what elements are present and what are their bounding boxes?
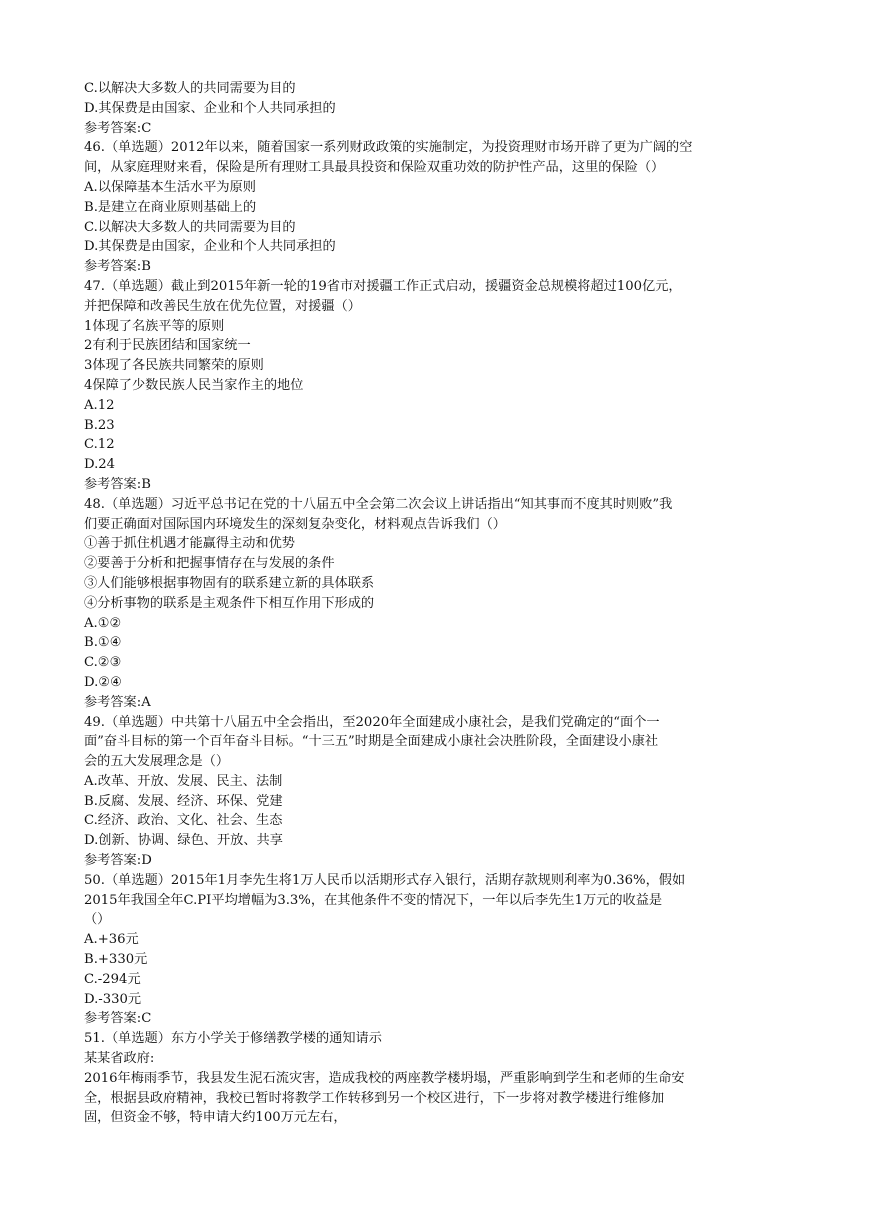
text-line: A.12: [84, 397, 115, 413]
text-line: C.-294元: [84, 971, 141, 987]
text-line: 参考答案:B: [84, 476, 151, 492]
text-line: 48.（单选题）习近平总书记在党的十八届五中全会第二次会议上讲话指出“知其事而不度其时则败”我: [84, 496, 673, 512]
text-line: 2016年梅雨季节，我县发生泥石流灾害，造成我校的两座教学楼坍塌，严重影响到学生和老师的生命安: [84, 1070, 685, 1086]
text-line: A.改革、开放、发展、民主、法制: [84, 773, 283, 789]
text-line: 参考答案:B: [84, 259, 151, 275]
text-line: 2015年我国全年C.PI平均增幅为3.3%，在其他条件不变的情况下，一年以后李先生1万元的收益是: [84, 892, 663, 908]
text-line: 面”奋斗目标的第一个百年奋斗目标。“十三五”时期是全面建成小康社会决胜阶段，全面建设小康社: [84, 734, 659, 750]
text-line: D.②④: [84, 674, 122, 690]
text-line: 47.（单选题）截止到2015年新一轮的19省市对援疆工作正式启动，援疆资金总规模将超过100亿元，: [84, 278, 682, 294]
text-line: ③人们能够根据事物固有的联系建立新的具体联系: [84, 575, 375, 591]
text-line: C.以解决大多数人的共同需要为目的: [84, 219, 296, 235]
text-line: 3体现了各民族共同繁荣的原则: [84, 358, 264, 374]
text-line: B.反腐、发展、经济、环保、党建: [84, 793, 283, 809]
text-line: 参考答案:D: [84, 853, 152, 869]
text-line: A.+36元: [84, 932, 139, 948]
text-line: A.以保障基本生活水平为原则: [84, 179, 256, 195]
text-line: 们要正确面对国际国内环境发生的深刻复杂变化，材料观点告诉我们（）: [84, 516, 506, 532]
text-line: ①善于抓住机遇才能赢得主动和优势: [84, 536, 295, 552]
text-line: 46.（单选题）2012年以来，随着国家一系列财政政策的实施制定，为投资理财市场开辟了更为广阔的空: [84, 140, 693, 156]
text-line: C.12: [84, 437, 115, 453]
text-line: 49.（单选题）中共第十八届五中全会指出，至2020年全面建成小康社会，是我们党确定的“面个一: [84, 714, 660, 730]
text-line: 固，但资金不够，特申请大约100万元左右，: [84, 1110, 347, 1126]
text-line: 1体现了名族平等的原则: [84, 318, 225, 334]
text-line: A.①②: [84, 615, 122, 631]
text-line: C.经济、政治、文化、社会、生态: [84, 813, 283, 829]
text-line: D.其保费是由国家，企业和个人共同承担的: [84, 239, 336, 255]
text-line: （）: [84, 912, 111, 928]
text-line: 某某省政府:: [84, 1051, 155, 1067]
text-line: 全，根据县政府精神，我校已暂时将教学工作转移到另一个校区进行，下一步将对教学楼进行维修加: [84, 1090, 665, 1106]
text-line: D.-330元: [84, 991, 142, 1007]
text-line: B.是建立在商业原则基础上的: [84, 199, 257, 215]
text-line: D.24: [84, 457, 116, 473]
text-line: D.创新、协调、绿色、开放、共享: [84, 833, 283, 849]
text-line: 参考答案:C: [84, 120, 152, 136]
text-line: 2有利于民族团结和国家统一: [84, 338, 251, 354]
text-line: 参考答案:C: [84, 1011, 152, 1027]
text-line: B.①④: [84, 635, 122, 651]
text-line: B.23: [84, 417, 115, 433]
text-line: B.+330元: [84, 952, 148, 968]
text-line: C.②③: [84, 655, 122, 671]
text-line: 会的五大发展理念是（）: [84, 754, 230, 770]
text-line: 50.（单选题）2015年1月李先生将1万人民币以活期形式存入银行，活期存款规则利率为0.36%，假如: [84, 872, 686, 888]
text-line: D.其保费是由国家、企业和个人共同承担的: [84, 100, 336, 116]
text-line: 51.（单选题）东方小学关于修缮教学楼的通知请示: [84, 1031, 382, 1047]
document-body: [84, 79, 796, 1128]
text-line: 4保障了少数民族人民当家作主的地位: [84, 377, 304, 393]
text-line: 并把保障和改善民生放在优先位置，对援疆（）: [84, 298, 361, 314]
text-line: ②要善于分析和把握事情存在与发展的条件: [84, 556, 335, 572]
text-line: 间，从家庭理财来看，保险是所有理财工具最具投资和保险双重功效的防护性产品，这里的保险（）: [84, 160, 665, 176]
text-line: 参考答案:A: [84, 694, 151, 710]
text-line: ④分析事物的联系是主观条件下相互作用下形成的: [84, 595, 375, 611]
text-line: C.以解决大多数人的共同需要为目的: [84, 81, 296, 96]
